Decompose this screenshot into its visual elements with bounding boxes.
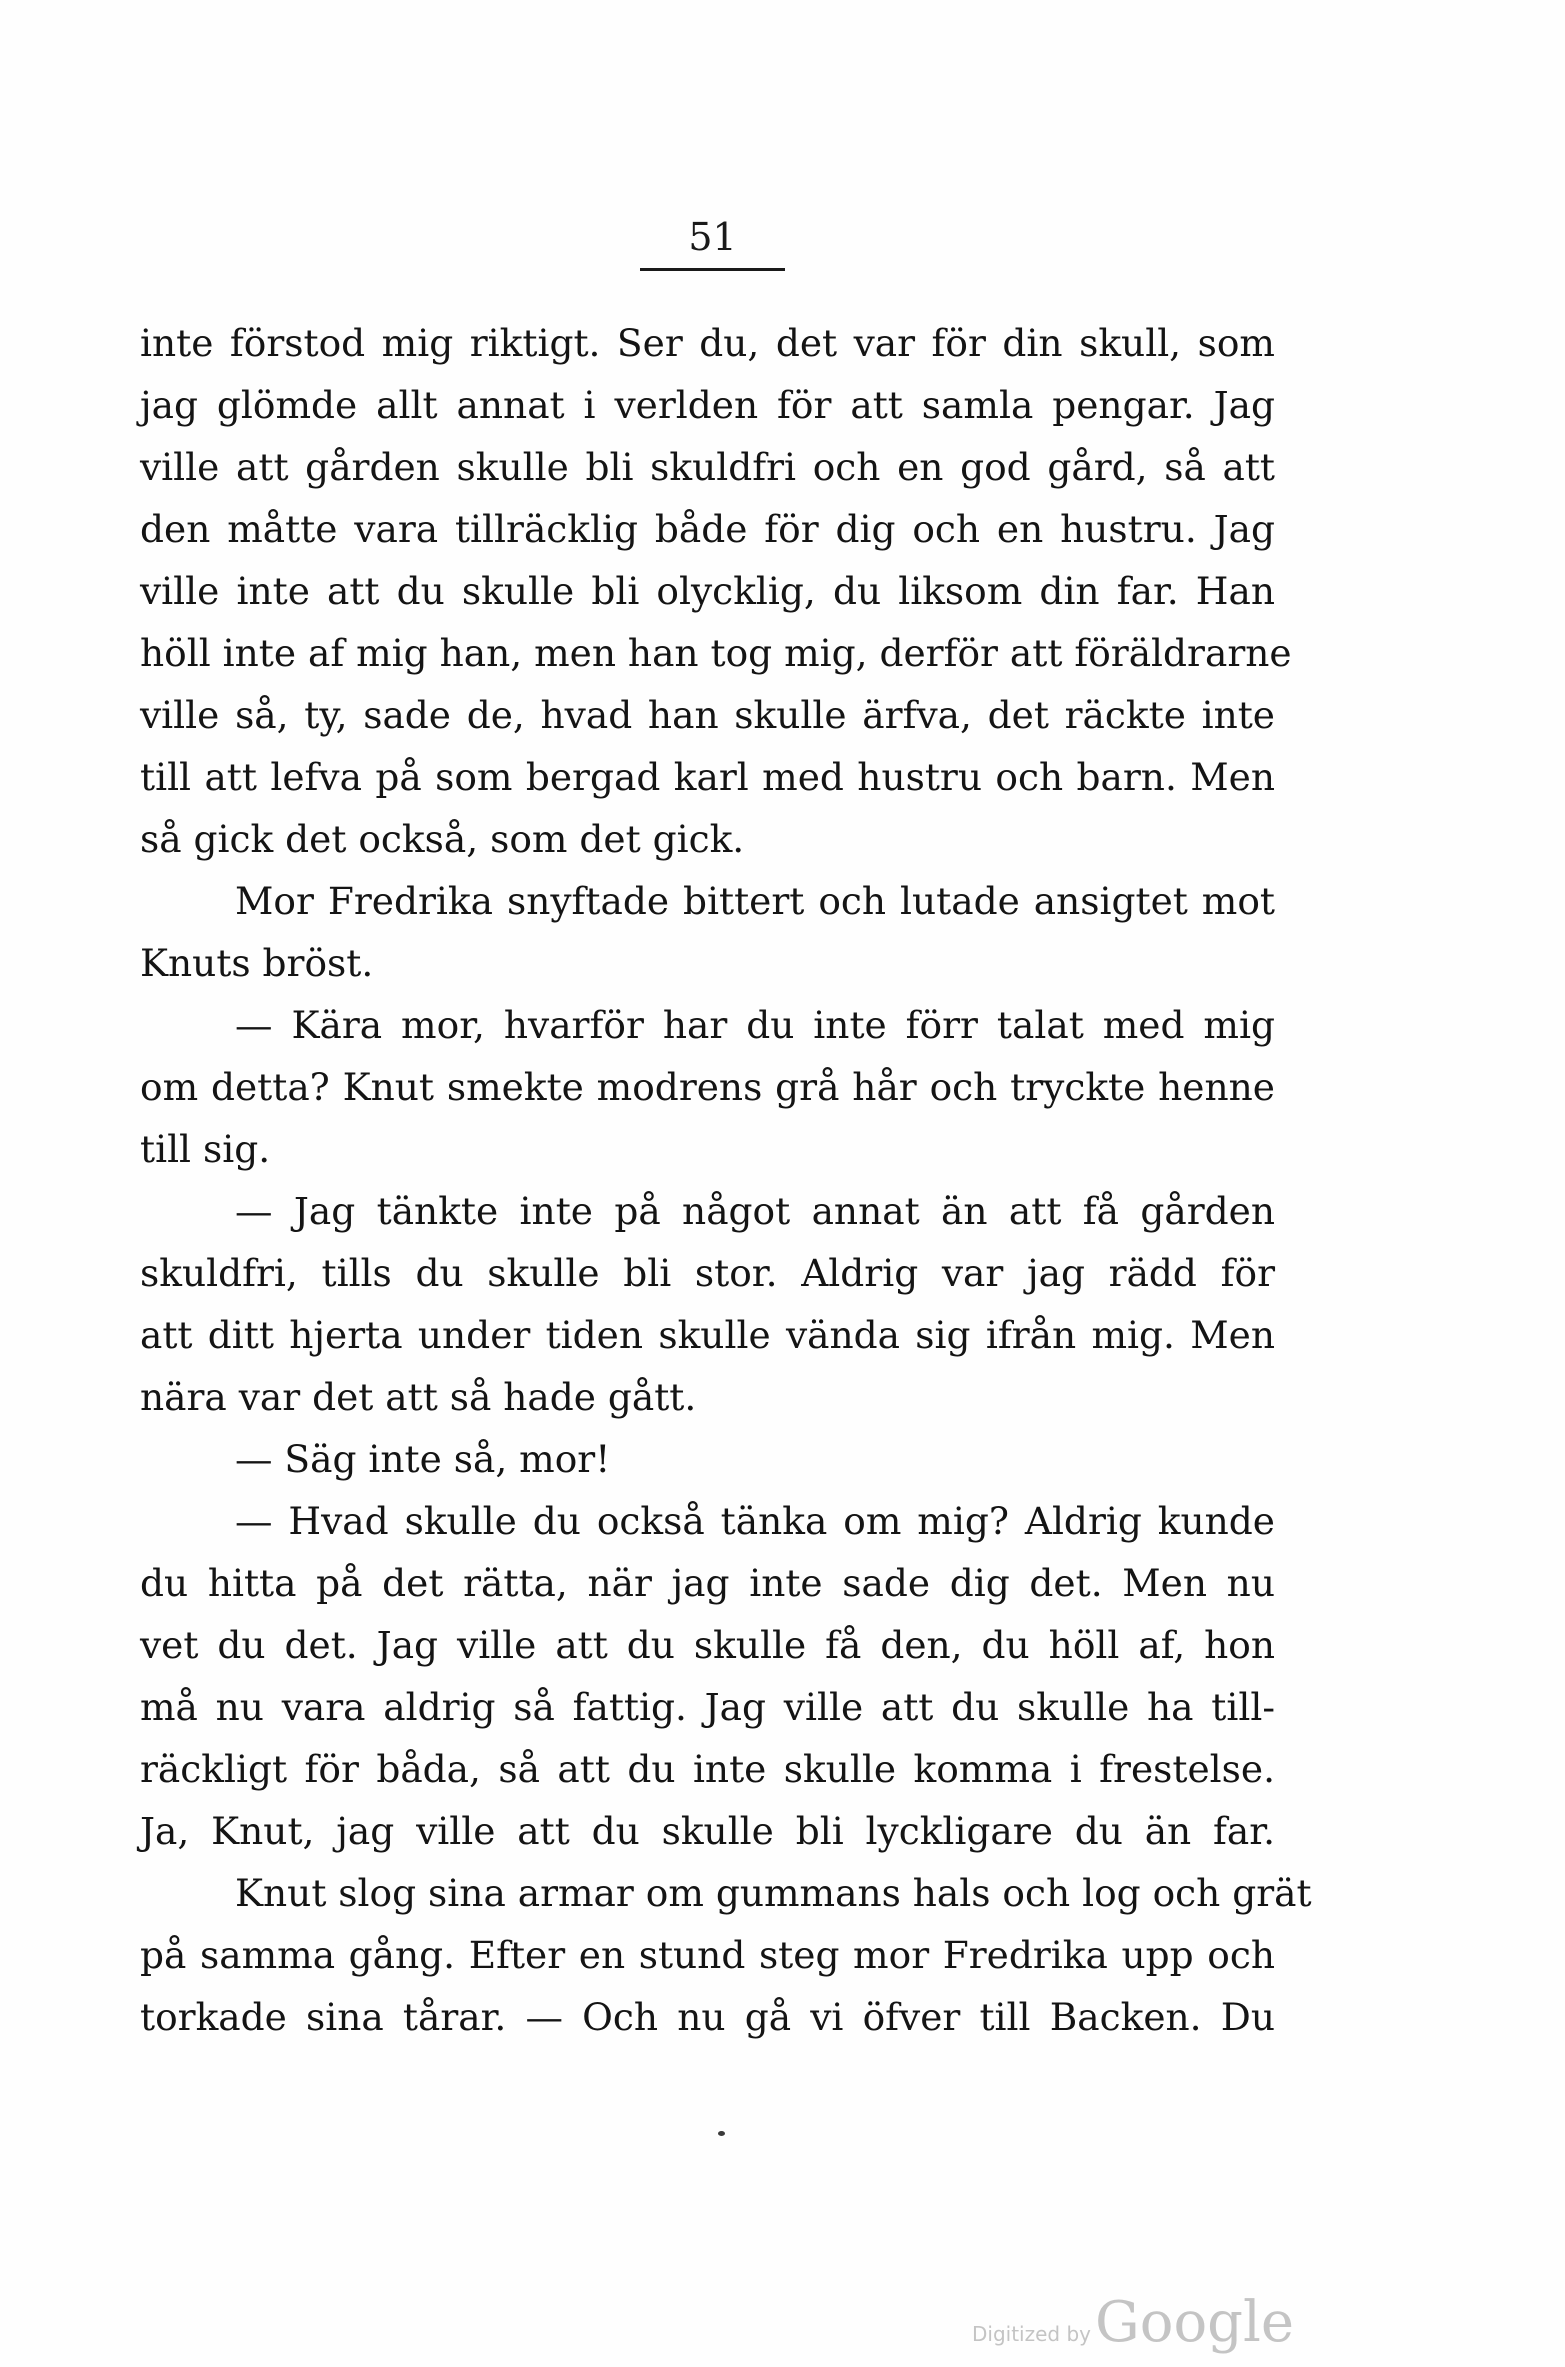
page-number: 51 <box>688 215 737 259</box>
text-line: Mor Fredrika snyftade bittert och lutade ansigtet mot <box>235 879 1275 923</box>
text-line: — Jag tänkte inte på något annat än att få gården <box>235 1189 1275 1233</box>
text-line: på samma gång. Efter en stund steg mor Fredrika upp och <box>140 1933 1275 1977</box>
text-line: ville att gården skulle bli skuldfri och en god gård, så att <box>140 445 1275 489</box>
text-line: må nu vara aldrig så fattig. Jag ville att du skulle ha till- <box>140 1685 1275 1729</box>
watermark-prefix: Digitized by <box>972 2322 1091 2346</box>
text-line: jag glömde allt annat i verlden för att samla pengar. Jag <box>140 383 1275 427</box>
text-line: ville så, ty, sade de, hvad han skulle ärfva, det räckte inte <box>140 693 1275 737</box>
text-line: så gick det också, som det gick. <box>140 817 745 861</box>
text-line: till sig. <box>140 1127 271 1171</box>
ink-speck <box>718 2131 725 2136</box>
text-line: du hitta på det rätta, när jag inte sade dig det. Men nu <box>140 1561 1275 1605</box>
text-line: om detta? Knut smekte modrens grå hår och tryckte henne <box>140 1065 1275 1109</box>
text-line: vet du det. Jag ville att du skulle få den, du höll af, hon <box>140 1623 1275 1667</box>
text-line: till att lefva på som bergad karl med hustru och barn. Men <box>140 755 1275 799</box>
text-line: — Hvad skulle du också tänka om mig? Aldrig kunde <box>235 1499 1275 1543</box>
text-line: räckligt för båda, så att du inte skulle komma i frestelse. <box>140 1747 1275 1791</box>
page-number-rule <box>640 268 785 271</box>
text-line: Ja, Knut, jag ville att du skulle bli lyckligare du än far. <box>140 1809 1275 1853</box>
text-line: torkade sina tårar. — Och nu gå vi öfver till Backen. Du <box>140 1995 1275 2039</box>
digitized-by-google-watermark <box>972 2290 1294 2355</box>
text-line: höll inte af mig han, men han tog mig, derför att föräldrarne <box>140 631 1292 675</box>
body-text <box>140 312 1312 2048</box>
text-line: Knut slog sina armar om gummans hals och log och grät <box>235 1871 1312 1915</box>
text-line: skuldfri, tills du skulle bli stor. Aldrig var jag rädd för <box>140 1251 1275 1295</box>
text-line: nära var det att så hade gått. <box>140 1375 697 1419</box>
text-line: inte förstod mig riktigt. Ser du, det var för din skull, som <box>140 321 1275 365</box>
text-line: — Säg inte så, mor! <box>235 1437 611 1481</box>
text-line: — Kära mor, hvarför har du inte förr talat med mig <box>235 1003 1275 1047</box>
text-line: Knuts bröst. <box>140 941 374 985</box>
text-line: att ditt hjerta under tiden skulle vända sig ifrån mig. Men <box>140 1313 1275 1357</box>
google-logo: Google <box>1095 2290 1295 2355</box>
text-line: den måtte vara tillräcklig både för dig och en hustru. Jag <box>140 507 1275 551</box>
text-line: ville inte att du skulle bli olycklig, du liksom din far. Han <box>140 569 1275 613</box>
